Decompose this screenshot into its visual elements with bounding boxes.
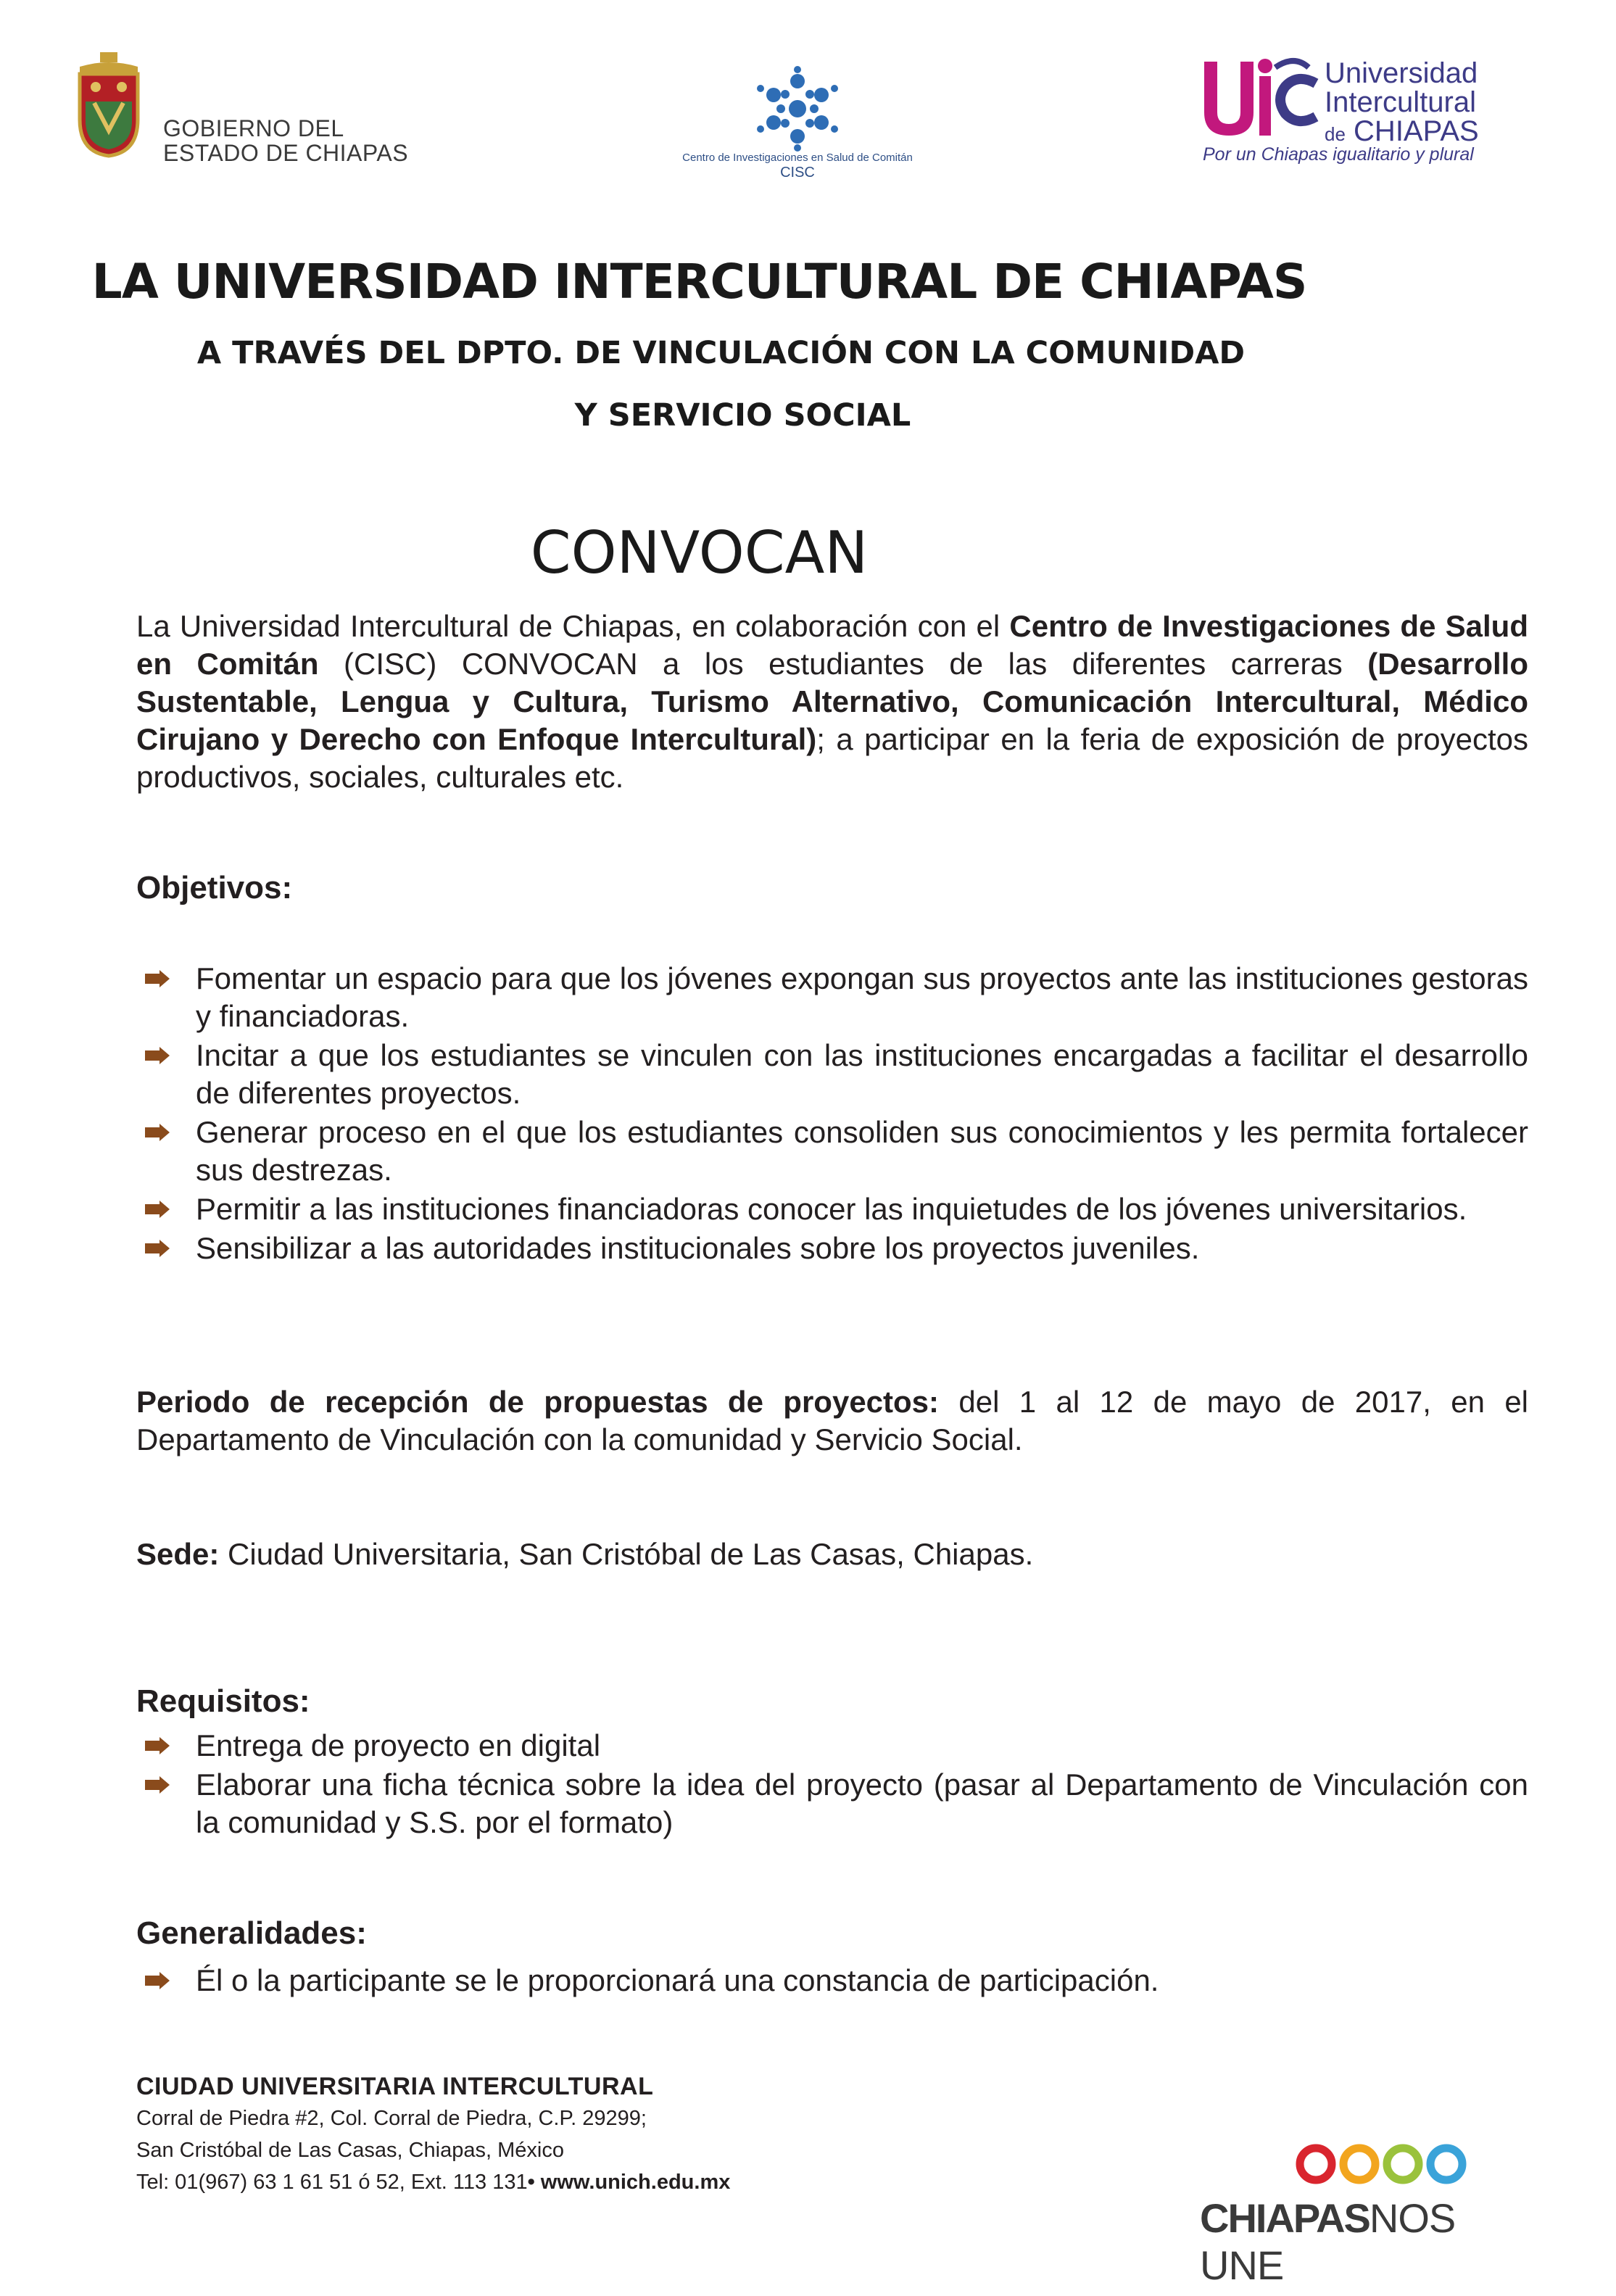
footer-title: CIUDAD UNIVERSITARIA INTERCULTURAL xyxy=(136,2073,654,2100)
requisitos-list xyxy=(196,1727,1528,1843)
unich-line3-de: de xyxy=(1325,123,1346,145)
main-title: LA UNIVERSIDAD INTERCULTURAL DE CHIAPAS xyxy=(91,254,1307,310)
unich-monogram-icon xyxy=(1200,54,1323,141)
sede-paragraph xyxy=(136,1535,1528,1573)
generalidades-heading: Generalidades: xyxy=(136,1915,367,1951)
cisc-caption-line2: CISC xyxy=(780,165,815,181)
cisc-caption xyxy=(623,151,971,180)
periodo-paragraph xyxy=(136,1383,1528,1459)
arrow-bullet-icon xyxy=(145,1776,170,1794)
unich-slogan: Por un Chiapas igualitario y plural xyxy=(1203,144,1474,165)
unich-line3-chiapas: CHIAPAS xyxy=(1354,115,1479,147)
gobierno-line1: GOBIERNO DEL xyxy=(163,115,344,141)
intro-text-2: (CISC) CONVOCAN a los estudiantes de las diferentes carreras xyxy=(318,647,1368,681)
intro-cisc-name: Centro de Investigaciones de Salud en Comitán xyxy=(136,609,1528,681)
list-item xyxy=(196,1230,1528,1267)
arrow-bullet-icon xyxy=(145,970,170,987)
periodo-text: del 1 al 12 de mayo de 2017, en el Departamento de Vinculación con la comunidad y Servicio Social. xyxy=(136,1385,1529,1456)
footer-address xyxy=(136,2071,730,2198)
objetivo-text: Permitir a las instituciones financiadoras conocer las inquietudes de los jóvenes universitarios. xyxy=(196,1192,1467,1226)
footer-line1: Corral de Piedra #2, Col. Corral de Piedra, C.P. 29299; xyxy=(136,2107,647,2130)
list-item xyxy=(196,1114,1528,1189)
unich-line2: Intercultural xyxy=(1325,86,1476,118)
arrow-bullet-icon xyxy=(145,1047,170,1064)
gobierno-wordmark xyxy=(163,116,408,165)
sede-text: Ciudad Universitaria, San Cristóbal de Las Casas, Chiapas. xyxy=(219,1537,1034,1571)
chiapas-word-bold: CHIAPAS xyxy=(1200,2195,1370,2241)
chiapas-nos-une-logo xyxy=(1200,2135,1504,2288)
list-item xyxy=(196,1766,1528,1841)
footer-line2: San Cristóbal de Las Casas, Chiapas, México xyxy=(136,2139,564,2162)
rings-icon xyxy=(1200,2135,1504,2193)
objetivo-text: Generar proceso en el que los estudiantes consoliden sus conocimientos y les permita fortalecer sus destrezas. xyxy=(196,1115,1528,1187)
subtitle-line2: Y SERVICIO SOCIAL xyxy=(574,397,911,434)
unich-wordmark xyxy=(1325,59,1479,149)
snowflake-icon xyxy=(743,65,852,152)
cisc-caption-line1: Centro de Investigaciones en Salud de Comitán xyxy=(682,152,913,164)
objetivo-text: Fomentar un espacio para que los jóvenes expongan sus proyectos ante las instituciones gestoras y financiadoras. xyxy=(196,961,1528,1033)
intro-text-3: ; a participar en la feria de exposición de proyectos productivos, sociales, culturales etc. xyxy=(136,722,1528,794)
intro-paragraph xyxy=(136,608,1528,796)
chiapas-shield-icon xyxy=(72,51,145,159)
footer-website: • www.unich.edu.mx xyxy=(527,2171,731,2194)
gobierno-line2: ESTADO DE CHIAPAS xyxy=(163,140,409,166)
list-item xyxy=(196,1190,1528,1228)
list-item xyxy=(196,1962,1528,1999)
arrow-bullet-icon xyxy=(145,1201,170,1218)
list-item xyxy=(196,1727,1528,1765)
cisc-logo xyxy=(623,65,971,188)
arrow-bullet-icon xyxy=(145,1972,170,1989)
footer-phone: Tel: 01(967) 63 1 61 51 ó 52, Ext. 113 131 xyxy=(136,2171,528,2194)
subtitle-line1: A TRAVÉS DEL DPTO. DE VINCULACIÓN CON LA COMUNIDAD xyxy=(196,335,1246,371)
objetivo-text: Sensibilizar a las autoridades institucionales sobre los proyectos juveniles. xyxy=(196,1231,1200,1265)
requisito-text: Entrega de proyecto en digital xyxy=(196,1728,601,1762)
generalidad-text: Él o la participante se le proporcionará una constancia de participación. xyxy=(196,1963,1159,1997)
intro-text-1: La Universidad Intercultural de Chiapas, en colaboración con el xyxy=(136,609,1010,643)
convocan-heading: CONVOCAN xyxy=(530,519,869,587)
intro-careers: (Desarrollo Sustentable, Lengua y Cultura, Turismo Alternativo, Comunicación Intercultural, Médico Cirujano y Derecho con Enfoque Intercultural) xyxy=(136,647,1528,756)
periodo-label: Periodo de recepción de propuestas de proyectos: xyxy=(136,1385,940,1419)
chiapas-nos-une-wordmark xyxy=(1200,2195,1504,2289)
unich-line1: Universidad xyxy=(1325,57,1478,89)
gobierno-logo xyxy=(72,51,420,174)
footer-line3 xyxy=(136,2166,730,2198)
generalidades-list xyxy=(196,1962,1528,2001)
chiapas-word-rest: NOS UNE xyxy=(1200,2195,1456,2288)
list-item xyxy=(196,960,1528,1035)
list-item xyxy=(196,1037,1528,1112)
objetivo-text: Incitar a que los estudiantes se vinculen con las instituciones encargadas a facilitar el desarrollo de diferentes proyectos. xyxy=(196,1038,1528,1110)
arrow-bullet-icon xyxy=(145,1737,170,1754)
requisitos-heading: Requisitos: xyxy=(136,1683,310,1719)
objetivos-list xyxy=(196,960,1528,1269)
objetivos-heading: Objetivos: xyxy=(136,870,293,905)
arrow-bullet-icon xyxy=(145,1240,170,1257)
arrow-bullet-icon xyxy=(145,1124,170,1141)
sede-label: Sede: xyxy=(136,1537,220,1571)
unich-logo xyxy=(1200,54,1512,178)
requisito-text: Elaborar una ficha técnica sobre la idea del proyecto (pasar al Departamento de Vinculación con la comunidad y S.S. por el formato) xyxy=(196,1767,1528,1839)
